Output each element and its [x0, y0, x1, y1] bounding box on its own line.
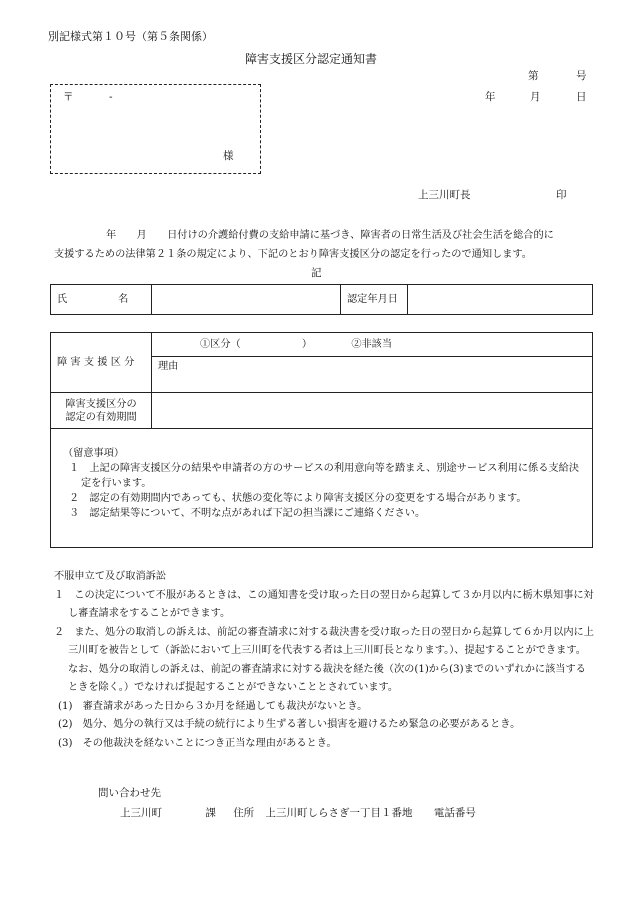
- appeal-sub-3: (3) その他裁決を経ないことにつき正当な理由があるとき。: [58, 737, 337, 749]
- option-higaitou: ②非該当: [351, 338, 393, 350]
- validity-label-line-1: 障害支援区分の: [65, 398, 137, 410]
- appeal-sub-2: (2) 処分、処分の執行又は手続の続行により生ずる著しい損害を避けるため緊急の必要があるとき。: [58, 719, 521, 730]
- reason-cell: [152, 357, 593, 393]
- date-month: 月: [530, 91, 541, 103]
- contact-ka: 課: [205, 807, 216, 819]
- reason-label: 理由: [158, 361, 179, 372]
- class-label: 障 害 支 援 区 分: [51, 333, 152, 393]
- class-options-cell: [152, 333, 593, 357]
- note-item-2: ２ 認定の有効期間内であっても、状態の変化等により障害支援区分の変更をする場合があります。: [69, 493, 527, 504]
- appeal-item-2: ２ また、処分の取消しの訴えは、前記の審査請求に対する裁決書を受け取った日の翌日から起算して６か月以内に上三川町を被告として（訴訟において上三川町を代表する者は上三川町長となります。）、提起することができます。なお、処分の取消しの訴えは、前記の審査請求に対する裁決を経た後（次の(1)から(3)までのいずれかに該当するときを除く。）でなければ提起することができないこととされています。: [54, 626, 594, 693]
- form-label: 別記様式第１０号（第５条関係）: [48, 30, 213, 43]
- appeal-sub-1: (1) 審査請求があった日から３か月を経過しても裁決がないとき。: [58, 700, 368, 712]
- seal-mark: 印: [556, 189, 567, 201]
- name-label: 氏 名: [51, 285, 152, 315]
- option-kubun: ①区分（ ）: [200, 338, 313, 350]
- contact-heading: 問い合わせ先: [98, 787, 161, 799]
- validity-label: [51, 393, 152, 429]
- classification-table: [50, 332, 593, 429]
- body-line-2: 支援するための法律第２１条の規定により、下記のとおり障害支援区分の認定を行ったので通知します。: [54, 249, 532, 260]
- body-paragraph: [54, 226, 594, 264]
- postal-mark: 〒: [63, 91, 74, 103]
- validity-value: [152, 393, 593, 429]
- certification-date-label: 認定年月日: [341, 285, 408, 315]
- issuer-name: 上三川町長: [418, 189, 471, 201]
- contact-address-label: 住所: [233, 807, 255, 819]
- validity-label-line-2: 認定の有効期間: [65, 411, 137, 423]
- address-box: [50, 84, 261, 174]
- number-go: 号: [576, 70, 587, 82]
- note-item-1: １ 上記の障害支援区分の結果や申請者の方のサービスの利用意向等を踏まえ、別途サービス利用に係る支給決定を行います。: [69, 463, 579, 489]
- contact-line: [120, 807, 476, 821]
- document-title: 障害支援区分認定通知書: [245, 52, 378, 66]
- notes-box: [50, 428, 593, 548]
- addressee-sama: 様: [223, 150, 234, 162]
- body-line-1: 年 月 日付けの介護給付費の支給申請に基づき、障害者の日常生活及び社会生活を総合的に: [106, 230, 554, 241]
- notes-heading: （留意事項）: [63, 448, 125, 459]
- appeal-section: [54, 568, 594, 753]
- name-value: [152, 285, 341, 315]
- contact-address: 上三川町しらさぎ一丁目１番地: [265, 807, 413, 819]
- note-item-3: ３ 認定結果等について、不明な点があれば下記の担当課にご連絡ください。: [69, 508, 426, 519]
- appeal-heading: 不服申立て及び取消訴訟: [54, 571, 167, 582]
- certification-date-value: [408, 285, 593, 315]
- appeal-item-1: １ この決定について不服があるときは、この通知書を受け取った日の翌日から起算して３か月以内に栃木県知事に対し審査請求をすることができます。: [54, 589, 594, 619]
- postal-dash: -: [109, 91, 113, 103]
- info-table: [50, 284, 593, 315]
- date-day: 日: [576, 91, 587, 103]
- number-dai: 第: [528, 70, 539, 82]
- date-year: 年: [485, 91, 496, 103]
- contact-town: 上三川町: [120, 807, 162, 819]
- ki-label: 記: [311, 267, 322, 279]
- contact-phone-label: 電話番号: [433, 807, 476, 819]
